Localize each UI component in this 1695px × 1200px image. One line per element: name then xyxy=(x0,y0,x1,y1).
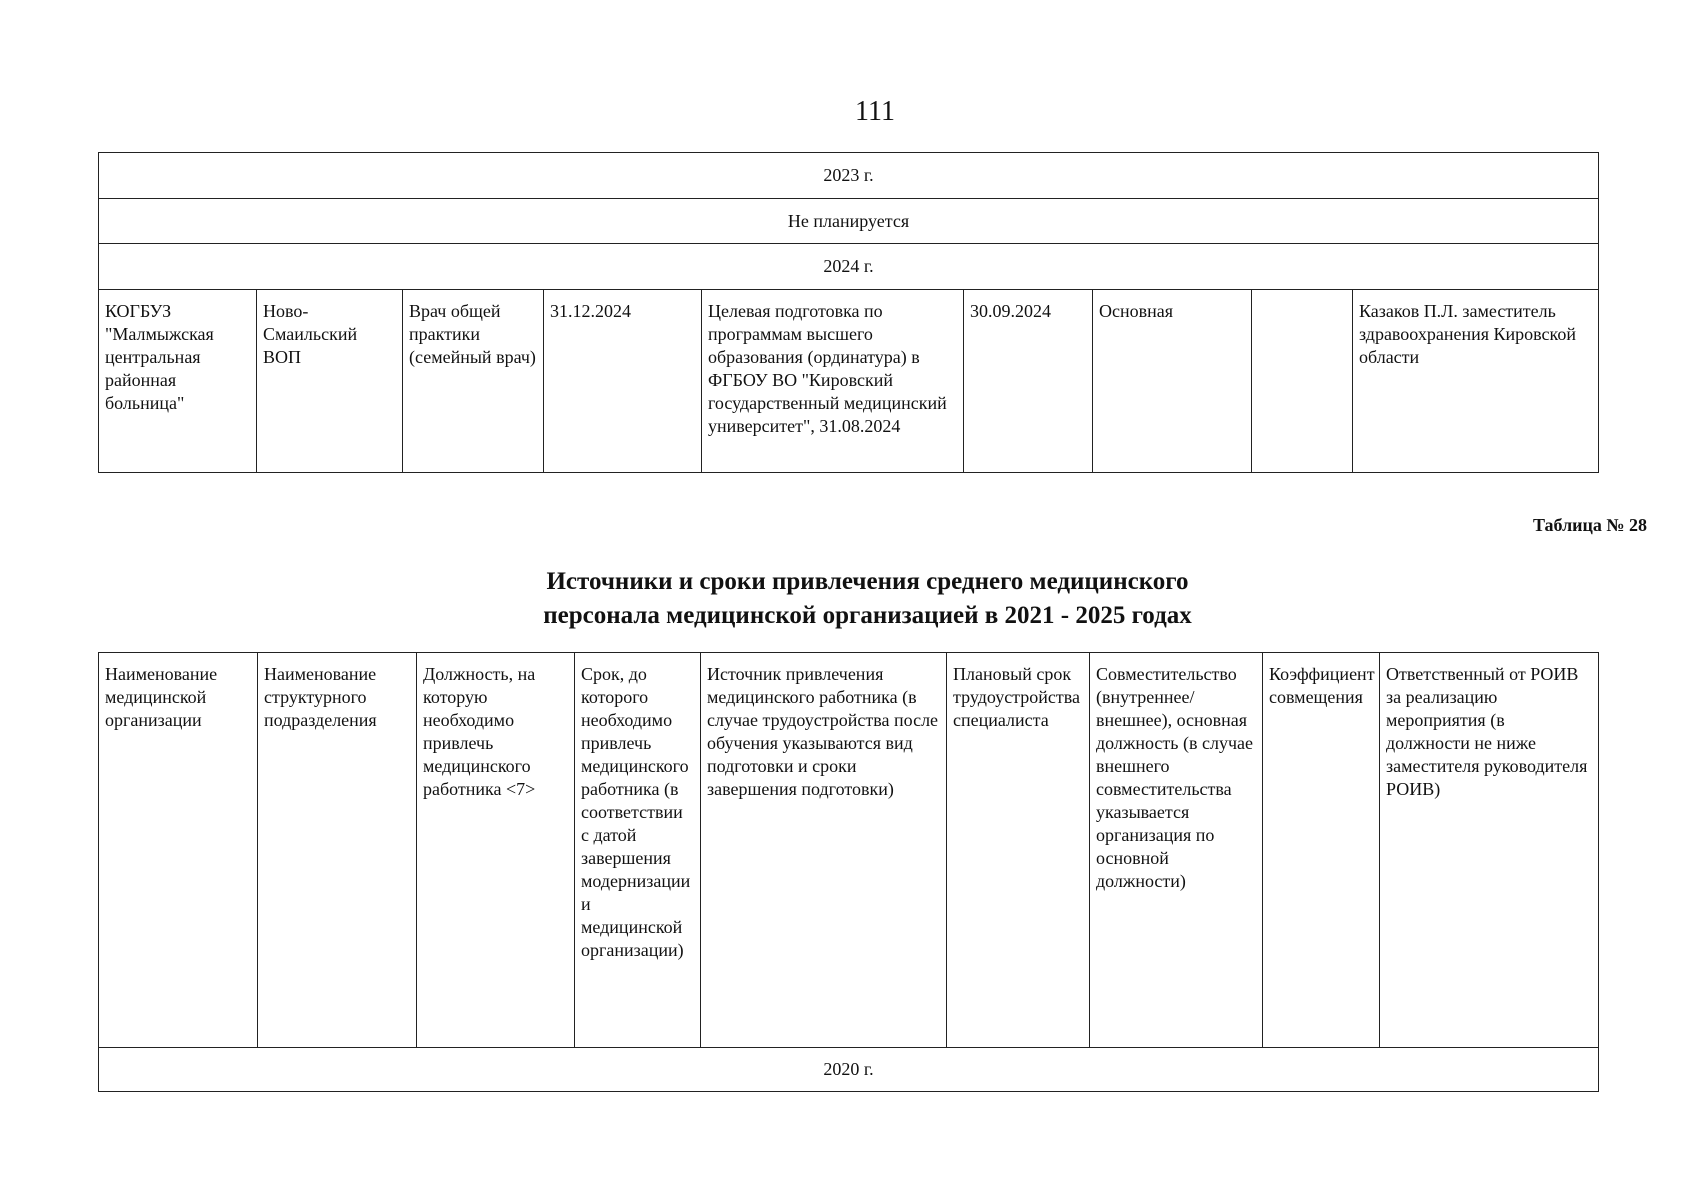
responsible-cell: Казаков П.Л. заместитель здравоохранения Кировской области xyxy=(1353,290,1599,473)
source-cell: Целевая подготовка по программам высшего образования (ординатура) в ФГБОУ ВО "Кировский государственный медицинский университет", 31.08.2024 xyxy=(702,290,964,473)
nursing-staff-table xyxy=(98,652,1599,1092)
year-2020-row: 2020 г. xyxy=(99,1048,1599,1092)
coefficient-cell xyxy=(1252,290,1353,473)
header-row xyxy=(99,653,1599,1048)
not-planned-row: Не планируется xyxy=(99,199,1599,244)
planned-date-cell: 30.09.2024 xyxy=(964,290,1093,473)
header-position: Должность, на которую необходимо привлечь медицинского работника <7> xyxy=(417,653,575,1048)
organization-cell: КОГБУЗ "Малмыжская центральная районная больница" xyxy=(99,290,257,473)
header-coefficient: Коэффициент совмещения xyxy=(1263,653,1380,1048)
year-2024-row: 2024 г. xyxy=(99,244,1599,290)
unit-cell: Ново-Смаильский ВОП xyxy=(257,290,403,473)
table-row xyxy=(99,290,1599,473)
combination-cell: Основная xyxy=(1093,290,1252,473)
position-cell: Врач общей практики (семейный врач) xyxy=(403,290,544,473)
deadline-cell: 31.12.2024 xyxy=(544,290,702,473)
header-unit: Наименование структурного подразделения xyxy=(258,653,417,1048)
table-number: Таблица № 28 xyxy=(1532,515,1647,535)
header-combination: Совместительство (внутреннее/внешнее), основная должность (в случае внешнего совместительства указывается организация по основной должности) xyxy=(1090,653,1263,1048)
title-line-1: Источники и сроки привлечения среднего медицинского xyxy=(546,568,1189,595)
table-title xyxy=(0,565,1695,633)
header-planned-date: Плановый срок трудоустройства специалиста xyxy=(947,653,1090,1048)
page-number: 111 xyxy=(855,96,895,127)
header-source: Источник привлечения медицинского работника (в случае трудоустройства после обучения указываются вид подготовки и сроки завершения подготовки) xyxy=(701,653,947,1048)
year-2023-row: 2023 г. xyxy=(99,153,1599,199)
title-line-2: персонала медицинской организацией в 2021 - 2025 годах xyxy=(543,602,1192,629)
transfer-table-2023-2024 xyxy=(98,152,1599,473)
header-responsible: Ответственный от РОИВ за реализацию мероприятия (в должности не ниже заместителя руководителя РОИВ) xyxy=(1380,653,1599,1048)
header-organization: Наименование медицинской организации xyxy=(99,653,258,1048)
header-deadline: Срок, до которого необходимо привлечь медицинского работника (в соответствии с датой завершения модернизации и медицинской организации) xyxy=(575,653,701,1048)
